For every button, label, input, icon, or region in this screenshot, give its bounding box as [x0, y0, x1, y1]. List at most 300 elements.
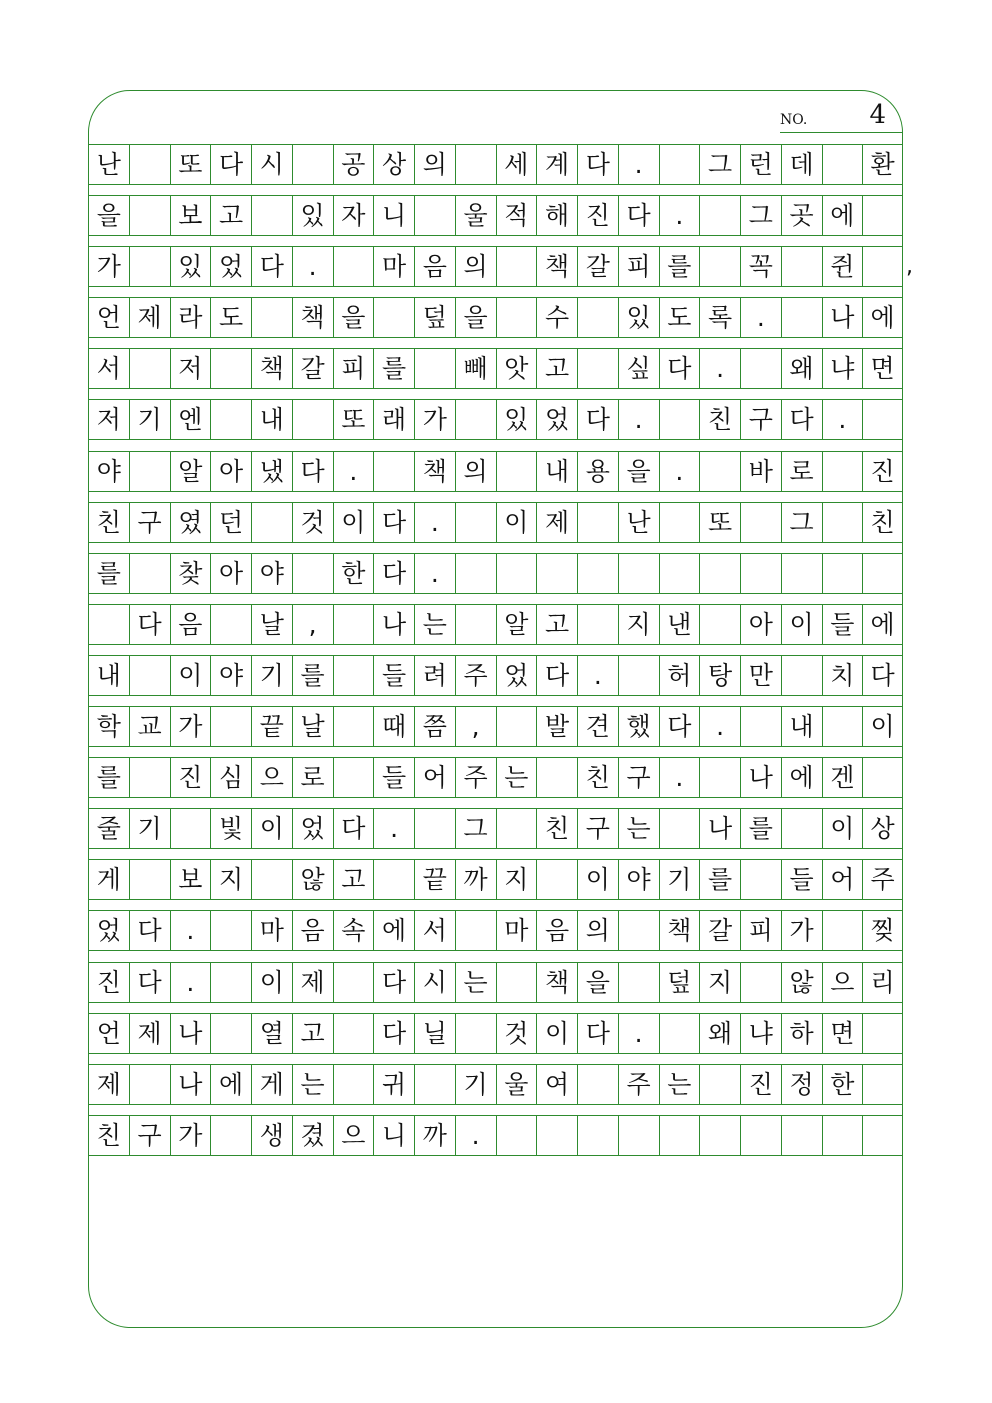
manuscript-cell: 가	[170, 1115, 211, 1156]
manuscript-row	[88, 706, 903, 757]
manuscript-cell: 제	[129, 297, 170, 338]
manuscript-cell: 날	[251, 604, 292, 645]
manuscript-cell	[129, 195, 170, 236]
manuscript-cell: 시	[251, 144, 292, 185]
manuscript-cell: 찢	[862, 910, 903, 951]
manuscript-row	[88, 910, 903, 961]
manuscript-cell: 계	[536, 144, 577, 185]
manuscript-cell: 음	[292, 910, 333, 951]
manuscript-cell: 친	[536, 808, 577, 849]
manuscript-cell: 었	[292, 808, 333, 849]
manuscript-cell: 니	[373, 1115, 414, 1156]
manuscript-cell	[740, 348, 781, 389]
manuscript-cell	[129, 144, 170, 185]
manuscript-cell: 친	[88, 1115, 129, 1156]
manuscript-cell: .	[333, 451, 374, 492]
manuscript-cell: 나	[740, 757, 781, 798]
manuscript-cell: 마	[496, 910, 537, 951]
manuscript-cell: 했	[618, 706, 659, 747]
manuscript-cell: 않	[781, 962, 822, 1003]
manuscript-cell	[210, 1115, 251, 1156]
manuscript-cell: 에	[862, 297, 903, 338]
manuscript-cell	[699, 757, 740, 798]
manuscript-cell: 면	[822, 1013, 863, 1054]
manuscript-cell	[210, 348, 251, 389]
manuscript-cell	[862, 195, 903, 236]
manuscript-cell: 닐	[414, 1013, 455, 1054]
manuscript-cell	[781, 297, 822, 338]
manuscript-cell: 도	[659, 297, 700, 338]
manuscript-cell: 가	[170, 706, 211, 747]
manuscript-cell: 주	[455, 757, 496, 798]
manuscript-row	[88, 808, 903, 859]
manuscript-cell: 진	[862, 451, 903, 492]
manuscript-row	[88, 297, 903, 348]
manuscript-cell: 나	[170, 1013, 211, 1054]
manuscript-cell	[496, 808, 537, 849]
page-number-label: NO.	[780, 112, 808, 128]
manuscript-cell: 까	[414, 1115, 455, 1156]
manuscript-cell: 는	[292, 1064, 333, 1105]
manuscript-cell	[740, 859, 781, 900]
manuscript-cell: 던	[210, 502, 251, 543]
manuscript-cell: 고	[210, 195, 251, 236]
manuscript-cell: 끝	[251, 706, 292, 747]
manuscript-cell: 울	[496, 1064, 537, 1105]
manuscript-cell: 지	[496, 859, 537, 900]
manuscript-cell: .	[740, 297, 781, 338]
manuscript-cell: 에	[210, 1064, 251, 1105]
manuscript-cell: 다	[659, 348, 700, 389]
manuscript-cell: 었	[496, 655, 537, 696]
manuscript-cell	[618, 655, 659, 696]
manuscript-cell	[699, 451, 740, 492]
manuscript-cell: ,	[292, 604, 333, 645]
manuscript-cell: 아	[210, 553, 251, 594]
manuscript-cell: 들	[373, 655, 414, 696]
manuscript-row	[88, 451, 903, 502]
manuscript-cell: 야	[210, 655, 251, 696]
manuscript-cell	[333, 706, 374, 747]
manuscript-cell: 이	[577, 859, 618, 900]
manuscript-cell: 덮	[659, 962, 700, 1003]
manuscript-cell: 책	[659, 910, 700, 951]
manuscript-cell	[659, 502, 700, 543]
manuscript-cell: 그	[455, 808, 496, 849]
manuscript-cell: .	[659, 451, 700, 492]
manuscript-cell	[781, 553, 822, 594]
manuscript-cell	[740, 962, 781, 1003]
manuscript-cell: 교	[129, 706, 170, 747]
manuscript-cell: 언	[88, 1013, 129, 1054]
manuscript-cell: 빛	[210, 808, 251, 849]
manuscript-row	[88, 144, 903, 195]
manuscript-cell	[862, 246, 903, 287]
manuscript-cell: 진	[740, 1064, 781, 1105]
manuscript-cell: 구	[129, 502, 170, 543]
manuscript-cell: 를	[659, 246, 700, 287]
manuscript-cell: 갈	[577, 246, 618, 287]
manuscript-cell: 빼	[455, 348, 496, 389]
manuscript-row	[88, 604, 903, 655]
manuscript-cell: 지	[210, 859, 251, 900]
manuscript-cell	[781, 808, 822, 849]
manuscript-cell: 보	[170, 859, 211, 900]
manuscript-cell: 울	[455, 195, 496, 236]
manuscript-cell: 서	[414, 910, 455, 951]
manuscript-cell: 곳	[781, 195, 822, 236]
manuscript-cell: 어	[414, 757, 455, 798]
manuscript-cell: .	[170, 910, 211, 951]
manuscript-cell: 지	[618, 604, 659, 645]
manuscript-cell: 의	[455, 246, 496, 287]
manuscript-cell: 고	[536, 348, 577, 389]
manuscript-cell: 야	[251, 553, 292, 594]
manuscript-cell: 알	[496, 604, 537, 645]
manuscript-cell: 진	[88, 962, 129, 1003]
manuscript-cell: 세	[496, 144, 537, 185]
manuscript-cell: 그	[781, 502, 822, 543]
manuscript-cell	[822, 502, 863, 543]
manuscript-cell: 언	[88, 297, 129, 338]
manuscript-cell	[210, 910, 251, 951]
manuscript-cell: .	[618, 1013, 659, 1054]
manuscript-cell: 마	[251, 910, 292, 951]
manuscript-cell	[496, 706, 537, 747]
manuscript-cell	[210, 962, 251, 1003]
manuscript-cell	[496, 246, 537, 287]
manuscript-cell: 줄	[88, 808, 129, 849]
manuscript-cell	[496, 297, 537, 338]
manuscript-cell	[455, 553, 496, 594]
manuscript-cell: 않	[292, 859, 333, 900]
manuscript-cell: 겐	[822, 757, 863, 798]
manuscript-cell: 이	[496, 502, 537, 543]
manuscript-cell	[129, 553, 170, 594]
manuscript-cell	[455, 502, 496, 543]
manuscript-cell: 왜	[781, 348, 822, 389]
manuscript-cell: 알	[170, 451, 211, 492]
manuscript-cell: 이	[862, 706, 903, 747]
manuscript-cell: 또	[333, 399, 374, 440]
manuscript-cell: 허	[659, 655, 700, 696]
manuscript-cell: 까	[455, 859, 496, 900]
manuscript-row	[88, 553, 903, 604]
manuscript-cell	[862, 757, 903, 798]
manuscript-cell: 들	[822, 604, 863, 645]
manuscript-cell: 한	[822, 1064, 863, 1105]
manuscript-cell: 나	[170, 1064, 211, 1105]
margin-char: ,	[906, 254, 913, 280]
manuscript-cell: 다	[373, 553, 414, 594]
manuscript-cell: 책	[536, 962, 577, 1003]
manuscript-cell: 난	[618, 502, 659, 543]
manuscript-cell	[455, 144, 496, 185]
manuscript-cell	[862, 1013, 903, 1054]
manuscript-cell: 발	[536, 706, 577, 747]
manuscript-cell	[129, 859, 170, 900]
manuscript-cell	[373, 451, 414, 492]
manuscript-cell: 겼	[292, 1115, 333, 1156]
manuscript-cell: 기	[129, 399, 170, 440]
manuscript-row	[88, 655, 903, 706]
manuscript-cell	[210, 604, 251, 645]
manuscript-cell: 었	[88, 910, 129, 951]
manuscript-cell	[455, 399, 496, 440]
manuscript-cell: 가	[781, 910, 822, 951]
manuscript-cell	[536, 757, 577, 798]
manuscript-cell	[455, 604, 496, 645]
manuscript-cell	[129, 757, 170, 798]
manuscript-cell: 바	[740, 451, 781, 492]
manuscript-cell: 왜	[699, 1013, 740, 1054]
manuscript-grid	[88, 144, 913, 1166]
manuscript-cell: 내	[781, 706, 822, 747]
manuscript-cell: 를	[699, 859, 740, 900]
manuscript-cell: 에	[862, 604, 903, 645]
manuscript-cell: 제	[292, 962, 333, 1003]
manuscript-cell	[822, 451, 863, 492]
manuscript-cell: 제	[129, 1013, 170, 1054]
manuscript-cell	[577, 553, 618, 594]
manuscript-cell: 친	[699, 399, 740, 440]
manuscript-cell: 리	[862, 962, 903, 1003]
manuscript-cell	[251, 859, 292, 900]
manuscript-cell: .	[659, 757, 700, 798]
manuscript-cell: 구	[129, 1115, 170, 1156]
manuscript-cell: 보	[170, 195, 211, 236]
manuscript-cell	[455, 1013, 496, 1054]
manuscript-cell: 다	[373, 502, 414, 543]
manuscript-cell	[251, 195, 292, 236]
manuscript-cell: 꼭	[740, 246, 781, 287]
manuscript-cell	[455, 910, 496, 951]
manuscript-cell	[618, 1115, 659, 1156]
manuscript-cell: 음	[414, 246, 455, 287]
manuscript-cell: 책	[414, 451, 455, 492]
manuscript-cell: 로	[292, 757, 333, 798]
manuscript-cell: 제	[88, 1064, 129, 1105]
manuscript-cell: 에	[781, 757, 822, 798]
manuscript-cell: 래	[373, 399, 414, 440]
manuscript-cell	[333, 246, 374, 287]
manuscript-cell: 내	[536, 451, 577, 492]
manuscript-cell	[129, 246, 170, 287]
manuscript-cell	[496, 553, 537, 594]
manuscript-cell: 피	[740, 910, 781, 951]
manuscript-cell: 상	[373, 144, 414, 185]
manuscript-cell: 지	[699, 962, 740, 1003]
manuscript-cell: .	[618, 144, 659, 185]
manuscript-cell: 었	[210, 246, 251, 287]
manuscript-cell	[618, 553, 659, 594]
manuscript-cell: 을	[333, 297, 374, 338]
manuscript-cell: 용	[577, 451, 618, 492]
manuscript-cell	[699, 195, 740, 236]
manuscript-cell: 공	[333, 144, 374, 185]
manuscript-cell	[822, 553, 863, 594]
manuscript-cell	[781, 1115, 822, 1156]
manuscript-cell: 덮	[414, 297, 455, 338]
manuscript-cell: 아	[210, 451, 251, 492]
manuscript-cell: 으	[333, 1115, 374, 1156]
manuscript-cell: 이	[251, 962, 292, 1003]
manuscript-cell: 면	[862, 348, 903, 389]
manuscript-cell: 다	[333, 808, 374, 849]
manuscript-cell: 를	[88, 553, 129, 594]
manuscript-row	[88, 502, 903, 553]
manuscript-cell: 다	[618, 195, 659, 236]
manuscript-cell: 그	[740, 195, 781, 236]
manuscript-cell: 다	[577, 1013, 618, 1054]
manuscript-cell: 피	[618, 246, 659, 287]
manuscript-cell: 다	[781, 399, 822, 440]
manuscript-cell: 는	[414, 604, 455, 645]
manuscript-cell	[781, 246, 822, 287]
manuscript-cell: 이	[170, 655, 211, 696]
manuscript-cell: 를	[88, 757, 129, 798]
manuscript-cell: 구	[577, 808, 618, 849]
manuscript-cell	[577, 502, 618, 543]
manuscript-cell	[414, 348, 455, 389]
manuscript-cell: 있	[618, 297, 659, 338]
manuscript-cell: 것	[496, 1013, 537, 1054]
manuscript-cell: .	[659, 195, 700, 236]
manuscript-cell: 심	[210, 757, 251, 798]
manuscript-cell: 음	[170, 604, 211, 645]
manuscript-cell: 서	[88, 348, 129, 389]
manuscript-cell: 피	[333, 348, 374, 389]
manuscript-cell: 책	[251, 348, 292, 389]
manuscript-cell: 들	[781, 859, 822, 900]
manuscript-cell: 들	[373, 757, 414, 798]
manuscript-cell: 쥔	[822, 246, 863, 287]
manuscript-cell	[699, 604, 740, 645]
manuscript-cell: .	[170, 962, 211, 1003]
manuscript-cell: 다	[292, 451, 333, 492]
manuscript-cell: 록	[699, 297, 740, 338]
manuscript-cell: 생	[251, 1115, 292, 1156]
manuscript-cell: 내	[88, 655, 129, 696]
manuscript-cell: 게	[251, 1064, 292, 1105]
manuscript-cell	[292, 553, 333, 594]
manuscript-cell	[496, 1115, 537, 1156]
manuscript-cell: 에	[822, 195, 863, 236]
manuscript-cell	[129, 348, 170, 389]
manuscript-cell: .	[414, 553, 455, 594]
manuscript-cell: 그	[699, 144, 740, 185]
manuscript-cell	[822, 910, 863, 951]
manuscript-cell: 다	[129, 962, 170, 1003]
manuscript-cell: 아	[740, 604, 781, 645]
manuscript-cell	[659, 1013, 700, 1054]
manuscript-cell: .	[292, 246, 333, 287]
manuscript-cell: 게	[88, 859, 129, 900]
manuscript-cell: 이	[781, 604, 822, 645]
manuscript-cell: .	[577, 655, 618, 696]
manuscript-cell	[699, 1064, 740, 1105]
manuscript-cell: 를	[740, 808, 781, 849]
manuscript-cell: 다	[659, 706, 700, 747]
manuscript-cell	[577, 348, 618, 389]
manuscript-cell: 의	[577, 910, 618, 951]
manuscript-cell: 는	[455, 962, 496, 1003]
manuscript-cell	[699, 246, 740, 287]
manuscript-cell: 다	[129, 910, 170, 951]
manuscript-cell: 여	[536, 1064, 577, 1105]
manuscript-cell	[129, 655, 170, 696]
manuscript-cell: 수	[536, 297, 577, 338]
manuscript-cell	[781, 655, 822, 696]
manuscript-row	[88, 399, 903, 450]
manuscript-cell: 고	[536, 604, 577, 645]
manuscript-cell: 다	[129, 604, 170, 645]
manuscript-cell: 열	[251, 1013, 292, 1054]
manuscript-cell: 귀	[373, 1064, 414, 1105]
manuscript-cell	[577, 297, 618, 338]
manuscript-cell: 또	[699, 502, 740, 543]
manuscript-cell: 기	[659, 859, 700, 900]
manuscript-cell	[659, 399, 700, 440]
manuscript-cell: 나	[373, 604, 414, 645]
manuscript-cell	[373, 297, 414, 338]
manuscript-cell	[699, 1115, 740, 1156]
manuscript-cell: 니	[373, 195, 414, 236]
manuscript-cell: 진	[577, 195, 618, 236]
manuscript-cell	[577, 604, 618, 645]
manuscript-cell: 를	[292, 655, 333, 696]
manuscript-cell: 이	[536, 1013, 577, 1054]
manuscript-cell: 주	[862, 859, 903, 900]
manuscript-cell: 을	[455, 297, 496, 338]
manuscript-cell: 날	[292, 706, 333, 747]
manuscript-cell	[496, 451, 537, 492]
manuscript-cell: 책	[292, 297, 333, 338]
manuscript-cell	[536, 553, 577, 594]
manuscript-cell: 의	[414, 144, 455, 185]
manuscript-cell: 시	[414, 962, 455, 1003]
manuscript-cell: 나	[822, 297, 863, 338]
manuscript-cell: 고	[292, 1013, 333, 1054]
manuscript-cell: 다	[373, 1013, 414, 1054]
manuscript-cell: 속	[333, 910, 374, 951]
manuscript-row	[88, 757, 903, 808]
manuscript-cell: 있	[292, 195, 333, 236]
manuscript-cell: 자	[333, 195, 374, 236]
manuscript-cell: 치	[822, 655, 863, 696]
manuscript-cell: 만	[740, 655, 781, 696]
manuscript-cell: 한	[333, 553, 374, 594]
manuscript-cell: 상	[862, 808, 903, 849]
manuscript-cell: 기	[251, 655, 292, 696]
manuscript-cell	[536, 1115, 577, 1156]
manuscript-cell	[414, 1064, 455, 1105]
manuscript-cell	[292, 399, 333, 440]
manuscript-cell: 는	[659, 1064, 700, 1105]
page-number-value: 4	[869, 100, 886, 130]
manuscript-row	[88, 1115, 903, 1166]
manuscript-cell: 진	[170, 757, 211, 798]
manuscript-cell	[862, 399, 903, 440]
manuscript-cell: 탕	[699, 655, 740, 696]
manuscript-cell: 하	[781, 1013, 822, 1054]
manuscript-cell: 엔	[170, 399, 211, 440]
manuscript-cell	[536, 859, 577, 900]
manuscript-cell: 였	[170, 502, 211, 543]
manuscript-cell: 책	[536, 246, 577, 287]
manuscript-cell: 있	[170, 246, 211, 287]
manuscript-cell: 갈	[292, 348, 333, 389]
